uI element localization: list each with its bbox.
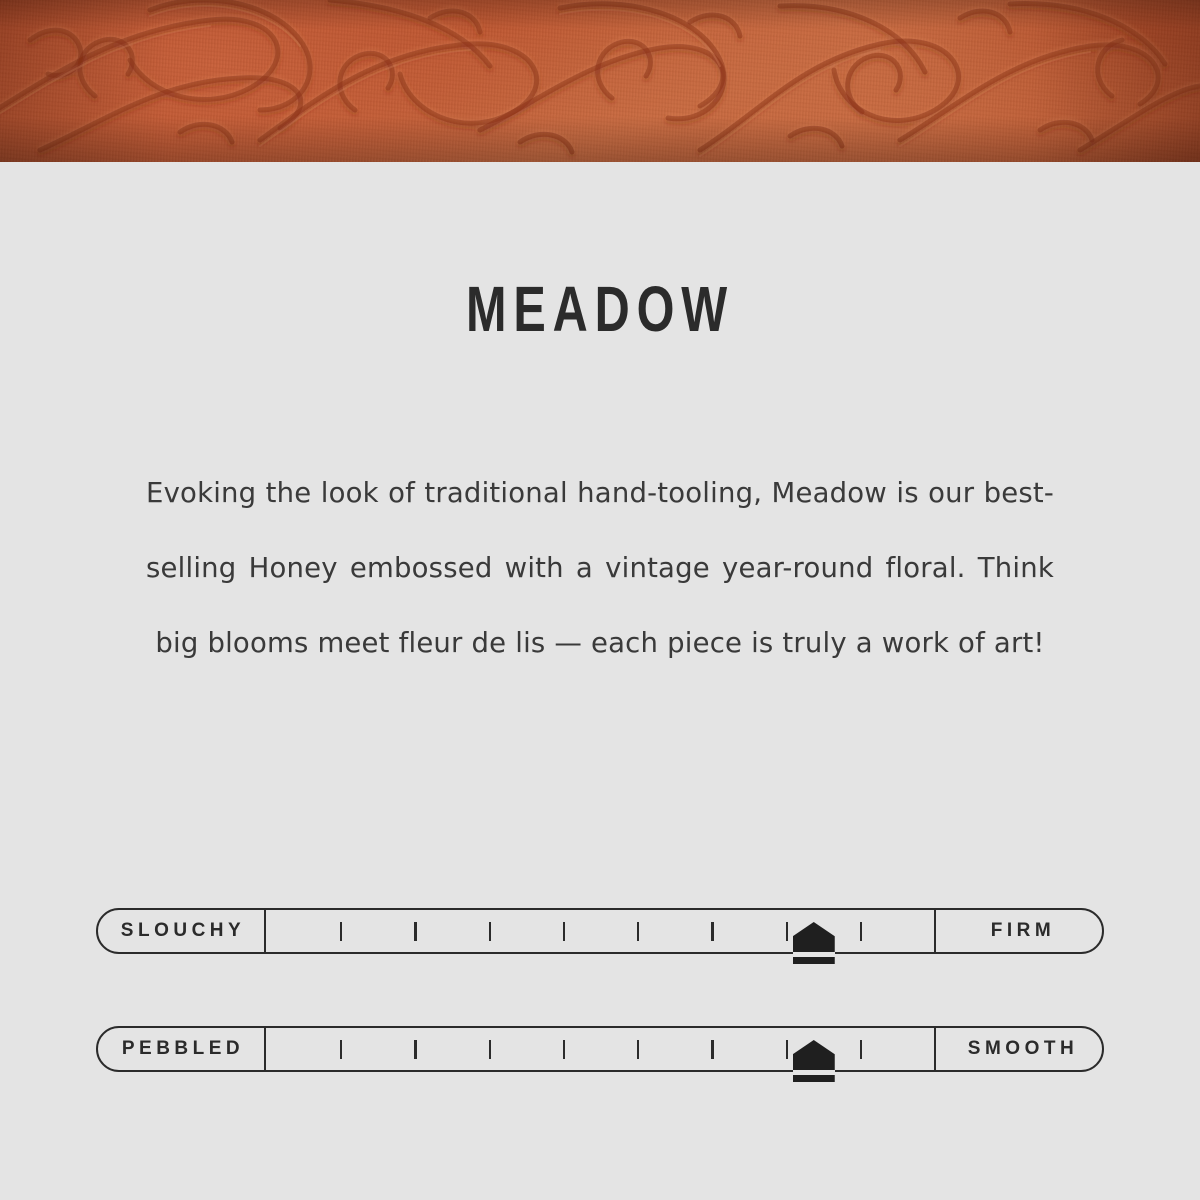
page-title: MEADOW [466,273,734,345]
hero-leather-image [0,0,1200,162]
scale-tick [637,1040,639,1059]
scale-tick [860,1040,862,1059]
scale-right-label: SMOOTH [934,1026,1104,1072]
marker-notch [793,952,835,957]
scale-tick [711,1040,713,1059]
marker-pin-icon [793,922,835,964]
scale-tick [786,1040,788,1059]
scale-tick [489,922,491,941]
scale-tick [860,922,862,941]
product-description: Evoking the look of traditional hand-tooling, Meadow is our best-selling Honey embossed with a vintage year-round floral. Think big blooms meet fleur de lis — each piece is truly a work of art! [146,476,1054,659]
scale-tick [340,1040,342,1059]
scale-tick [563,922,565,941]
marker-pin-icon [793,1040,835,1082]
scale-left-label: SLOUCHY [96,908,266,954]
scale-tick [414,1040,416,1059]
hero-vignette [0,0,1200,162]
scale-left-label: PEBBLED [96,1026,266,1072]
scale-tick [637,922,639,941]
scale-tick [563,1040,565,1059]
marker-notch [793,1070,835,1075]
scale-marker-texture[interactable] [793,1040,835,1096]
scale-right-label: FIRM [934,908,1104,954]
scale-tick [414,922,416,941]
scale-tick [786,922,788,941]
scale-structure[interactable] [96,908,1104,954]
scale-marker-structure[interactable] [793,922,835,978]
scale-tick [489,1040,491,1059]
scale-tick [711,922,713,941]
scale-tick [340,922,342,941]
scale-texture[interactable] [96,1026,1104,1072]
